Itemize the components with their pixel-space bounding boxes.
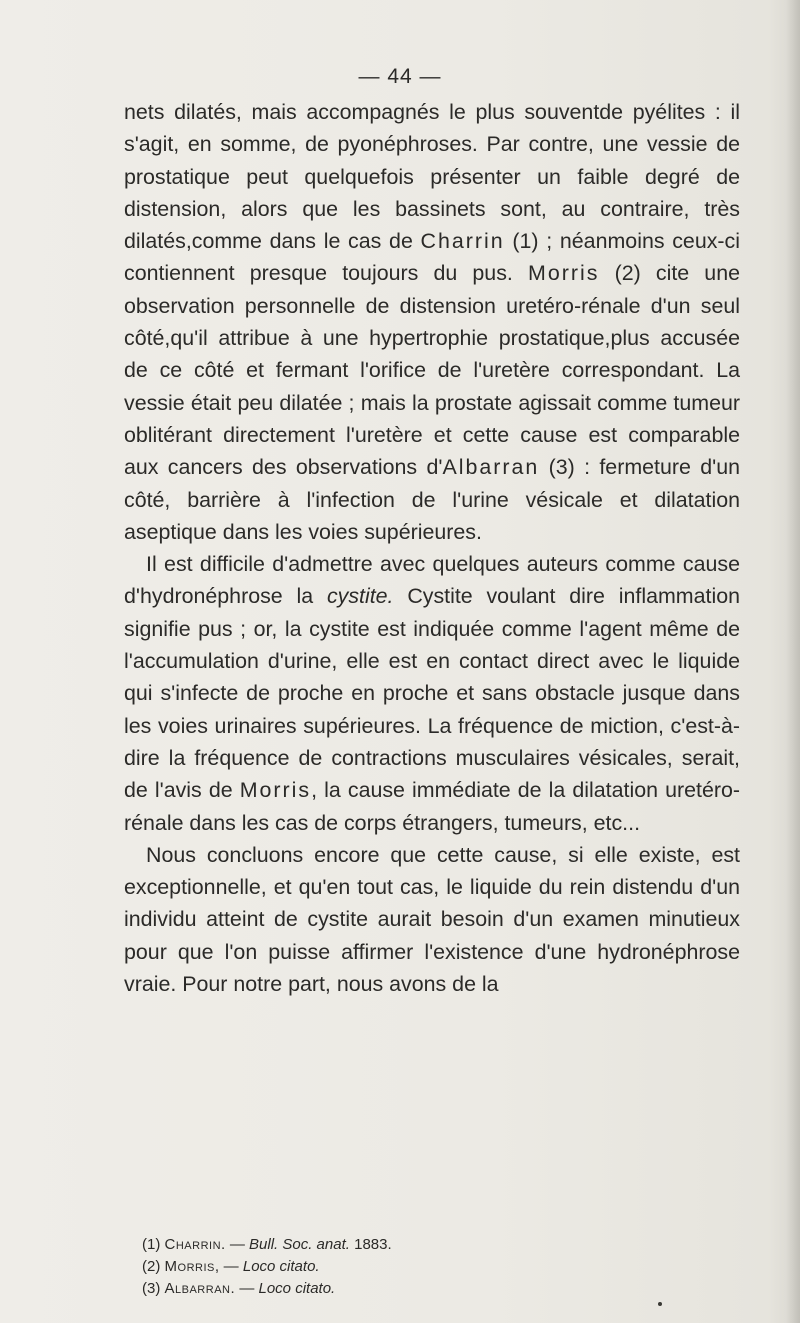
footnote-number: (3): [142, 1280, 161, 1297]
footnote-author: Charrin.: [164, 1236, 226, 1253]
footnote-separator: —: [225, 1236, 250, 1253]
footnote-number: (1): [142, 1236, 161, 1253]
author-morris: Morris: [528, 261, 600, 286]
footnote-2: [142, 1256, 722, 1278]
paragraph-1-part-c: (2) cite une observation personnelle de distension uretéro-rénale d'un seul côté,qu'il attribue à une hypertrophie prostatique,plus accusée de ce côté et fermant l'orifice de l'uretère correspondant. La vessie était peu dilatée ; mais la prostate agissait comme tumeur oblitérant directement l'uretère et cette cause est comparable aux cancers des observations d': [124, 261, 740, 480]
footnote-separator: —: [219, 1258, 243, 1275]
author-morris-2: Morris: [239, 778, 312, 803]
paragraph-1-part-a: nets dilatés, mais accompagnés le plus souventde pyélites : il s'agit, en somme, de pyonéphroses. Par contre, une vessie de prostatique peut quelquefois présenter un faible degré de distension, alors que les bassinets sont, au contraire, très dilatés,comme dans le cas de: [124, 100, 740, 254]
paragraph-3: Nous concluons encore que cette cause, si elle existe, est exceptionnelle, et qu'en tout cas, le liquide du rein distendu d'un individu atteint de cystite aurait besoin d'un examen minutieux pour que l'on puisse affirmer l'existence d'une hydronéphrose vraie. Pour notre part, nous avons de la: [124, 842, 740, 997]
paragraph-1-part-b: (1) ; néanmoins ceux-ci contiennent presque toujours du pus.: [124, 229, 740, 286]
page-number: — 44 —: [358, 65, 442, 88]
footnote-number: (2): [142, 1258, 161, 1275]
body-text: [124, 96, 740, 1000]
paragraph-2-part-c: , la cause immédiate de la dilatation uretéro-rénale dans les cas de corps étrangers, tumeurs, etc...: [124, 778, 740, 835]
footnotes: [142, 1234, 722, 1300]
paragraph-2-part-a: Il est difficile d'admettre avec quelques auteurs comme cause d'hydronéphrose la: [124, 552, 740, 609]
ink-dot: [658, 1302, 662, 1306]
paragraph-1-part-d: (3) : fermeture d'un côté, barrière à l'infection de l'urine vésicale et dilatation aseptique dans les voies supérieures.: [124, 455, 740, 544]
footnote-author: Morris,: [164, 1258, 220, 1275]
page-edge-shadow: [786, 0, 800, 1323]
footnote-3: [142, 1278, 722, 1300]
term-cystite: cystite.: [326, 584, 394, 609]
author-albarran: Albarran: [442, 455, 540, 480]
footnote-source: Loco citato.: [242, 1258, 320, 1275]
footnote-source: Loco citato.: [258, 1280, 336, 1297]
author-charrin: Charrin: [420, 229, 505, 254]
footnote-source: Bull. Soc. anat.: [249, 1236, 350, 1253]
footnote-author: Albarran.: [164, 1280, 236, 1297]
footnote-separator: —: [235, 1280, 259, 1297]
footnote-1: [142, 1234, 722, 1256]
paragraph-1: [124, 96, 740, 548]
footnote-year: 1883.: [349, 1236, 392, 1253]
paragraph-2-part-b: Cystite voulant dire inflammation signifie pus ; or, la cystite est indiquée comme l'agent même de l'accumulation d'urine, elle est en contact direct avec le liquide qui s'infecte de proche en proche et sans obstacle jusque dans les voies urinaires supérieures. La fréquence de miction, c'est-à-dire la fréquence de contractions musculaires vésicales, serait, de l'avis de: [124, 584, 740, 803]
paragraph-2: [124, 548, 740, 839]
